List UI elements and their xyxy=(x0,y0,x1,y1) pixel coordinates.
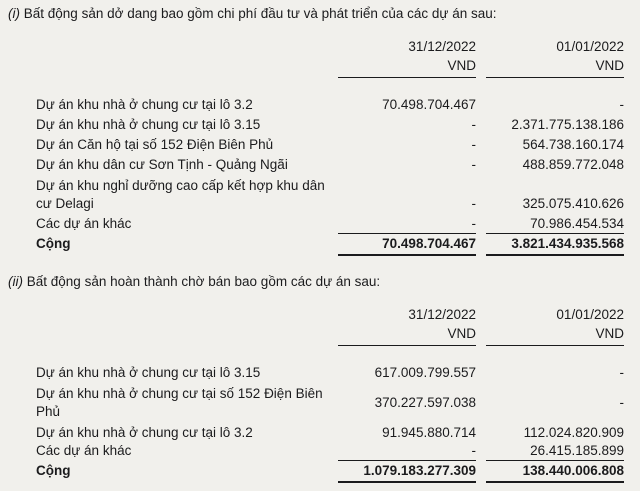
section2-col1-unit: VND xyxy=(447,326,476,341)
section1-col2-header-rule xyxy=(486,77,624,78)
row-label: Dự án Căn hộ tại số 152 Điện Biên Phủ xyxy=(36,137,274,152)
row-value-2022-12-31: - xyxy=(471,443,476,458)
section2-col2-total-rule xyxy=(486,481,624,483)
total-value-2022-12-31: 1.079.183.277.309 xyxy=(363,463,476,478)
row-label: Dự án khu nhà ở chung cư tại số 152 Điện Biên Phủ xyxy=(36,386,323,419)
section2-col1-total-rule xyxy=(338,481,476,483)
section1-col2-header xyxy=(494,37,624,75)
section2-col1-header-rule xyxy=(338,345,476,346)
section2-col2-unit: VND xyxy=(595,326,624,341)
total-label: Cộng xyxy=(36,236,71,251)
section1-col1-total-rule xyxy=(338,254,476,256)
row-label: Dự án khu nhà ở chung cư tại lô 3.15 xyxy=(36,117,261,132)
section2-col2-date: 01/01/2022 xyxy=(556,307,624,322)
row-value-2022-01-01: 564.738.160.174 xyxy=(522,137,624,152)
section1-col1-date: 31/12/2022 xyxy=(408,39,476,54)
total-label: Cộng xyxy=(36,463,71,478)
row-value-2022-01-01: - xyxy=(619,365,624,380)
row-value-2022-01-01: - xyxy=(619,97,624,112)
section2-col2-subtotal-rule xyxy=(486,460,624,461)
row-label: Dự án khu nghỉ dưỡng cao cấp kết hợp khu dân cư Delagi xyxy=(36,178,325,211)
row-label: Dự án khu nhà ở chung cư tại lô 3.2 xyxy=(36,425,253,440)
row-value-2022-01-01: 488.859.772.048 xyxy=(522,157,624,172)
row-label: Dự án khu dân cư Sơn Tịnh - Quảng Ngãi xyxy=(36,157,288,172)
row-value-2022-01-01: - xyxy=(619,395,624,410)
row-value-2022-12-31: - xyxy=(471,117,476,132)
section1-intro xyxy=(8,6,497,21)
row-value-2022-12-31: - xyxy=(471,196,476,211)
section1-col2-subtotal-rule xyxy=(486,233,624,234)
row-value-2022-12-31: - xyxy=(471,137,476,152)
section2-col2-header xyxy=(494,305,624,343)
section2-intro-text: Bất động sản hoàn thành chờ bán bao gồm các dự án sau: xyxy=(26,274,381,289)
total-value-2022-01-01: 138.440.006.808 xyxy=(522,463,624,478)
row-value-2022-12-31: - xyxy=(471,157,476,172)
section2-number: (ii) xyxy=(8,274,23,289)
row-label: Dự án khu nhà ở chung cư tại lô 3.2 xyxy=(36,97,253,112)
section1-col1-header-rule xyxy=(338,77,476,78)
section2-col2-header-rule xyxy=(486,345,624,346)
section2-col1-date: 31/12/2022 xyxy=(408,307,476,322)
section1-number: (i) xyxy=(8,6,20,21)
section2-intro xyxy=(8,274,380,289)
section1-col1-subtotal-rule xyxy=(338,233,476,234)
row-value-2022-12-31: 617.009.799.557 xyxy=(374,365,476,380)
row-value-2022-01-01: 26.415.185.899 xyxy=(530,443,624,458)
row-value-2022-01-01: 2.371.775.138.186 xyxy=(511,117,624,132)
section1-col1-header xyxy=(346,37,476,75)
row-value-2022-01-01: 325.075.410.626 xyxy=(522,196,624,211)
row-label: Dự án khu nhà ở chung cư tại lô 3.15 xyxy=(36,365,261,380)
row-value-2022-01-01: 70.986.454.534 xyxy=(530,216,624,231)
total-value-2022-12-31: 70.498.704.467 xyxy=(382,236,476,251)
section1-col2-date: 01/01/2022 xyxy=(556,39,624,54)
section1-intro-text: Bất động sản dở dang bao gồm chi phí đầu tư và phát triển của các dự án sau: xyxy=(23,6,497,21)
section2-col1-header xyxy=(346,305,476,343)
section1-col1-unit: VND xyxy=(447,58,476,73)
row-value-2022-12-31: 91.945.880.714 xyxy=(382,425,476,440)
section1-col2-unit: VND xyxy=(595,58,624,73)
row-value-2022-12-31: - xyxy=(471,216,476,231)
section1-col2-total-rule xyxy=(486,254,624,256)
row-label: Các dự án khác xyxy=(36,216,132,231)
section2-col1-subtotal-rule xyxy=(338,460,476,461)
row-value-2022-12-31: 370.227.597.038 xyxy=(374,395,476,410)
row-value-2022-12-31: 70.498.704.467 xyxy=(382,97,476,112)
total-value-2022-01-01: 3.821.434.935.568 xyxy=(511,236,624,251)
row-label: Các dự án khác xyxy=(36,443,132,458)
row-value-2022-01-01: 112.024.820.909 xyxy=(523,425,624,440)
